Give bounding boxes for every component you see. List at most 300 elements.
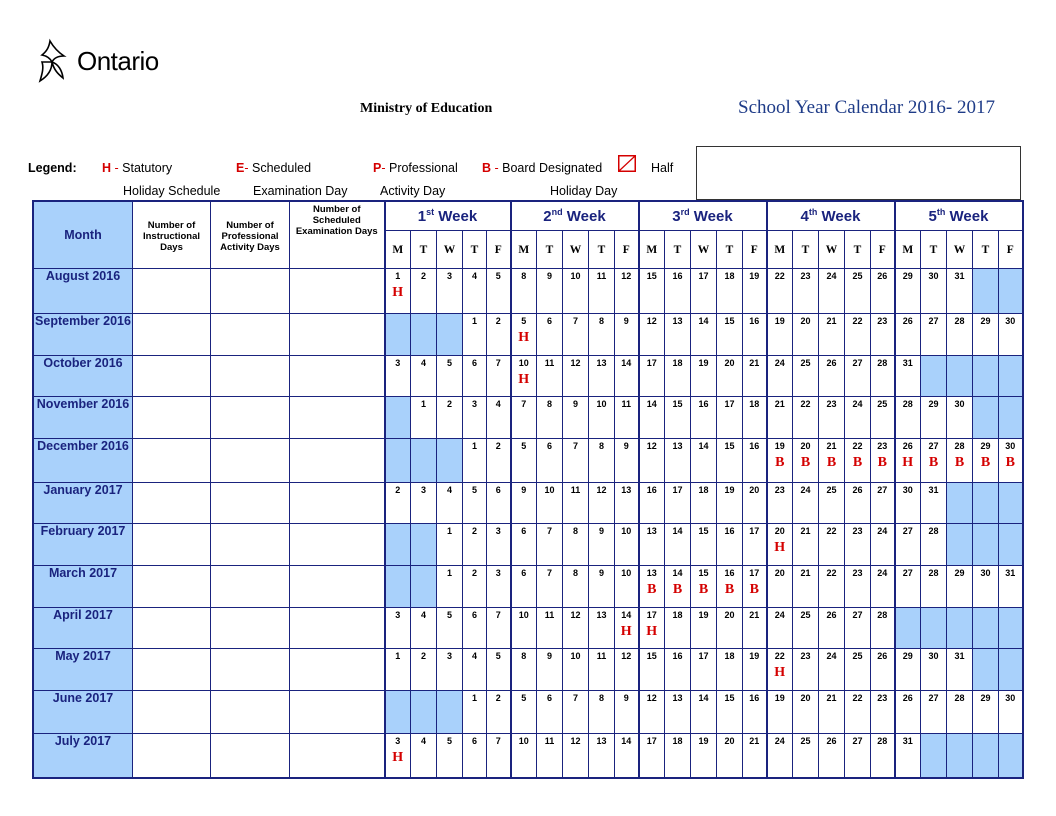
day-cell: [463, 356, 487, 397]
day-number: 17: [698, 271, 709, 281]
day-number: 25: [826, 485, 837, 495]
day-number: 21: [774, 399, 785, 409]
day-cell: [665, 483, 691, 524]
day-number: 7: [546, 526, 552, 536]
empty-day-cell: [385, 691, 411, 734]
day-number: 14: [646, 399, 657, 409]
day-cell: [537, 356, 563, 397]
day-number: 25: [800, 736, 811, 746]
weekday-header: T: [845, 231, 871, 269]
day-number: 31: [928, 485, 939, 495]
empty-day-cell: [999, 649, 1023, 691]
day-cell: [717, 566, 743, 608]
day-number: 9: [546, 651, 552, 661]
day-cell: [819, 524, 845, 566]
day-number: 20: [774, 568, 785, 578]
day-number: 21: [749, 358, 760, 368]
instructional-days-cell[interactable]: [133, 356, 211, 397]
empty-day-cell: [437, 691, 463, 734]
exam-days-cell[interactable]: [290, 566, 385, 608]
day-number: 7: [495, 358, 501, 368]
day-cell: [437, 524, 463, 566]
weekday-header: T: [921, 231, 947, 269]
day-cell: [871, 483, 895, 524]
day-number: 19: [774, 316, 785, 326]
weekday-header: F: [615, 231, 639, 269]
day-cell: [743, 691, 767, 734]
day-number: 31: [954, 651, 965, 661]
day-cell: [717, 397, 743, 439]
day-cell: [463, 483, 487, 524]
day-number: 11: [544, 610, 555, 620]
day-cell: [437, 566, 463, 608]
day-number: 24: [774, 358, 785, 368]
day-cell: [743, 608, 767, 649]
day-cell: [921, 649, 947, 691]
day-cell: [973, 314, 999, 356]
day-cell: [487, 691, 511, 734]
day-number: 17: [698, 651, 709, 661]
weekday-header: M: [511, 231, 537, 269]
day-cell: [665, 566, 691, 608]
day-cell: [487, 608, 511, 649]
day-cell: [871, 691, 895, 734]
day-number: 19: [774, 441, 785, 451]
instructional-days-cell[interactable]: [133, 483, 211, 524]
day-cell: [437, 269, 463, 314]
day-cell: [563, 649, 589, 691]
day-number: 21: [749, 736, 760, 746]
instructional-days-cell[interactable]: [133, 269, 211, 314]
day-number: 26: [902, 693, 913, 703]
empty-day-cell: [411, 524, 437, 566]
day-number: 23: [800, 271, 811, 281]
day-number: 7: [495, 610, 501, 620]
weekday-header: W: [947, 231, 973, 269]
professional-days-cell[interactable]: [211, 314, 290, 356]
professional-days-cell[interactable]: [211, 566, 290, 608]
exam-days-cell[interactable]: [290, 608, 385, 649]
exam-days-cell[interactable]: [290, 269, 385, 314]
day-cell: [463, 649, 487, 691]
month-row: [33, 483, 1023, 524]
day-cell: [691, 566, 717, 608]
day-cell: [537, 608, 563, 649]
empty-day-cell: [947, 734, 973, 779]
day-number: 13: [596, 736, 607, 746]
day-cell: [999, 566, 1023, 608]
day-number: 8: [521, 271, 527, 281]
day-cell: [537, 439, 563, 483]
weekday-header: T: [793, 231, 819, 269]
day-number: 29: [902, 271, 913, 281]
legend-sep: -: [491, 161, 503, 175]
day-cell: [743, 314, 767, 356]
day-number: 18: [724, 271, 735, 281]
empty-day-cell: [973, 649, 999, 691]
day-cell: [411, 483, 437, 524]
empty-day-cell: [999, 397, 1023, 439]
instructional-days-cell[interactable]: [133, 439, 211, 483]
day-number: 25: [852, 651, 863, 661]
exam-days-cell[interactable]: [290, 649, 385, 691]
day-cell: [871, 649, 895, 691]
day-cell: [385, 356, 411, 397]
day-cell: [463, 314, 487, 356]
day-number: 13: [596, 358, 607, 368]
professional-days-cell[interactable]: [211, 439, 290, 483]
day-cell: [385, 269, 411, 314]
professional-days-cell[interactable]: [211, 524, 290, 566]
day-cell: [947, 566, 973, 608]
day-number: 23: [852, 568, 863, 578]
month-row: [33, 608, 1023, 649]
day-number: 29: [954, 568, 965, 578]
day-cell: [563, 691, 589, 734]
day-number: 31: [954, 271, 965, 281]
instructional-days-cell[interactable]: [133, 691, 211, 734]
day-number: 8: [572, 568, 578, 578]
week-3-header: 3rd Week: [639, 201, 767, 231]
exam-days-cell[interactable]: [290, 734, 385, 779]
day-number: 3: [446, 651, 452, 661]
day-number: 11: [570, 485, 581, 495]
professional-days-header: Number of Professional Activity Days: [211, 201, 290, 269]
exam-days-cell[interactable]: [290, 314, 385, 356]
day-cell: [665, 734, 691, 779]
day-number: 11: [544, 358, 555, 368]
day-number: 30: [1005, 693, 1016, 703]
day-cell: [717, 734, 743, 779]
day-number: 5: [495, 271, 501, 281]
board-day-marker: B: [826, 455, 837, 470]
month-label: December 2016: [33, 439, 133, 483]
month-label: November 2016: [33, 397, 133, 439]
day-cell: [639, 691, 665, 734]
professional-days-cell[interactable]: [211, 691, 290, 734]
day-number: 7: [546, 568, 552, 578]
day-cell: [511, 397, 537, 439]
day-cell: [589, 356, 615, 397]
day-number: 28: [954, 441, 965, 451]
day-number: 21: [826, 316, 837, 326]
day-number: 4: [471, 651, 477, 661]
day-number: 8: [521, 651, 527, 661]
legend-label: Scheduled: [251, 161, 312, 175]
empty-day-cell: [947, 356, 973, 397]
day-cell: [743, 734, 767, 779]
day-cell: [947, 314, 973, 356]
day-number: 19: [698, 736, 709, 746]
day-cell: [639, 356, 665, 397]
day-cell: [743, 356, 767, 397]
empty-day-cell: [973, 483, 999, 524]
day-number: 4: [420, 736, 426, 746]
board-day-marker: B: [672, 582, 683, 597]
day-cell: [487, 397, 511, 439]
exam-days-cell[interactable]: [290, 397, 385, 439]
day-cell: [589, 649, 615, 691]
day-cell: [437, 356, 463, 397]
day-cell: [793, 524, 819, 566]
exam-days-cell[interactable]: [290, 483, 385, 524]
professional-days-cell[interactable]: [211, 269, 290, 314]
day-number: 21: [800, 526, 811, 536]
day-number: 6: [471, 610, 477, 620]
day-cell: [871, 314, 895, 356]
day-cell: [921, 524, 947, 566]
legend-label: Board Designated: [502, 161, 603, 175]
day-cell: [921, 397, 947, 439]
day-cell: [639, 649, 665, 691]
day-number: 4: [420, 610, 426, 620]
day-number: 12: [596, 485, 607, 495]
exam-days-cell[interactable]: [290, 524, 385, 566]
day-cell: [511, 439, 537, 483]
day-cell: [589, 483, 615, 524]
day-number: 4: [471, 271, 477, 281]
instructional-days-cell[interactable]: [133, 566, 211, 608]
day-number: 30: [1005, 316, 1016, 326]
day-number: 1: [395, 651, 401, 661]
day-cell: [973, 691, 999, 734]
day-cell: [589, 608, 615, 649]
week-4-header: 4th Week: [767, 201, 895, 231]
day-cell: [437, 483, 463, 524]
empty-day-cell: [411, 691, 437, 734]
day-cell: [767, 524, 793, 566]
day-cell: [511, 608, 537, 649]
day-number: 24: [877, 568, 888, 578]
day-number: 9: [623, 693, 629, 703]
day-number: 28: [902, 399, 913, 409]
day-cell: [385, 649, 411, 691]
legend-sep: -: [381, 161, 389, 175]
day-cell: [615, 397, 639, 439]
day-number: 16: [672, 651, 683, 661]
day-number: 12: [570, 610, 581, 620]
day-number: 19: [724, 485, 735, 495]
day-cell: [767, 483, 793, 524]
day-cell: [895, 483, 921, 524]
day-number: 17: [672, 485, 683, 495]
day-number: 27: [852, 610, 863, 620]
instructional-days-cell[interactable]: [133, 397, 211, 439]
day-cell: [819, 269, 845, 314]
weekday-header: M: [895, 231, 921, 269]
day-number: 23: [877, 441, 888, 451]
day-number: 10: [570, 271, 581, 281]
instructional-days-cell[interactable]: [133, 608, 211, 649]
day-number: 19: [698, 610, 709, 620]
day-number: 23: [800, 651, 811, 661]
day-cell: [793, 269, 819, 314]
day-number: 24: [800, 485, 811, 495]
day-number: 16: [749, 316, 760, 326]
day-cell: [717, 483, 743, 524]
day-cell: [639, 269, 665, 314]
day-number: 2: [420, 651, 426, 661]
day-number: 1: [446, 568, 452, 578]
day-number: 20: [800, 693, 811, 703]
day-cell: [845, 439, 871, 483]
day-number: 9: [572, 399, 578, 409]
day-number: 10: [596, 399, 607, 409]
board-day-marker: B: [724, 582, 735, 597]
day-cell: [487, 439, 511, 483]
day-number: 9: [598, 568, 604, 578]
day-cell: [921, 439, 947, 483]
legend-item-statutory-line2: Holiday Schedule: [123, 184, 221, 198]
day-number: 22: [852, 693, 863, 703]
day-number: 10: [544, 485, 555, 495]
empty-day-cell: [973, 356, 999, 397]
day-number: 31: [1005, 568, 1016, 578]
day-number: 8: [598, 441, 604, 451]
professional-days-cell[interactable]: [211, 356, 290, 397]
instructional-days-cell[interactable]: [133, 314, 211, 356]
day-number: 16: [698, 399, 709, 409]
holiday-marker: H: [902, 455, 914, 470]
day-cell: [589, 269, 615, 314]
empty-day-cell: [921, 608, 947, 649]
professional-days-cell[interactable]: [211, 483, 290, 524]
day-cell: [691, 691, 717, 734]
day-cell: [921, 566, 947, 608]
professional-days-cell[interactable]: [211, 608, 290, 649]
day-cell: [691, 439, 717, 483]
day-number: 8: [598, 693, 604, 703]
day-number: 2: [471, 526, 477, 536]
week-5-header: 5th Week: [895, 201, 1023, 231]
day-cell: [487, 356, 511, 397]
day-cell: [385, 608, 411, 649]
day-number: 19: [698, 358, 709, 368]
day-number: 26: [826, 736, 837, 746]
day-number: 22: [774, 271, 785, 281]
day-number: 9: [598, 526, 604, 536]
month-label: May 2017: [33, 649, 133, 691]
day-cell: [767, 649, 793, 691]
day-cell: [871, 566, 895, 608]
legend-item-professional-line2: Activity Day: [380, 184, 446, 198]
professional-days-cell[interactable]: [211, 397, 290, 439]
day-cell: [895, 397, 921, 439]
day-number: 13: [672, 316, 683, 326]
weekday-header: F: [871, 231, 895, 269]
instructional-days-cell[interactable]: [133, 649, 211, 691]
day-cell: [921, 691, 947, 734]
board-day-marker: B: [800, 455, 811, 470]
day-number: 2: [495, 441, 501, 451]
day-number: 9: [623, 316, 629, 326]
legend-box: [696, 146, 1021, 200]
day-cell: [743, 566, 767, 608]
weekday-header: T: [973, 231, 999, 269]
day-cell: [871, 269, 895, 314]
instructional-days-cell[interactable]: [133, 734, 211, 779]
day-number: 27: [852, 358, 863, 368]
day-number: 9: [521, 485, 527, 495]
holiday-marker: H: [392, 285, 404, 300]
day-number: 11: [596, 651, 607, 661]
day-cell: [615, 483, 639, 524]
day-number: 25: [877, 399, 888, 409]
day-number: 1: [471, 316, 477, 326]
day-cell: [563, 439, 589, 483]
professional-days-cell[interactable]: [211, 734, 290, 779]
day-number: 1: [420, 399, 426, 409]
day-number: 19: [749, 271, 760, 281]
holiday-marker: H: [774, 665, 786, 680]
day-number: 23: [826, 399, 837, 409]
day-cell: [411, 608, 437, 649]
day-cell: [691, 734, 717, 779]
day-cell: [615, 734, 639, 779]
day-number: 16: [646, 485, 657, 495]
day-number: 12: [646, 693, 657, 703]
day-cell: [589, 314, 615, 356]
day-number: 18: [672, 610, 683, 620]
day-cell: [615, 269, 639, 314]
exam-days-cell[interactable]: [290, 356, 385, 397]
professional-days-cell[interactable]: [211, 649, 290, 691]
day-cell: [537, 566, 563, 608]
day-number: 10: [621, 526, 632, 536]
day-cell: [563, 314, 589, 356]
day-number: 16: [749, 441, 760, 451]
day-number: 30: [980, 568, 991, 578]
day-cell: [589, 566, 615, 608]
day-number: 26: [852, 485, 863, 495]
day-cell: [845, 483, 871, 524]
day-cell: [463, 439, 487, 483]
day-cell: [819, 566, 845, 608]
day-cell: [767, 397, 793, 439]
day-cell: [665, 397, 691, 439]
instructional-days-cell[interactable]: [133, 524, 211, 566]
day-number: 29: [928, 399, 939, 409]
weekday-header: T: [537, 231, 563, 269]
day-cell: [999, 691, 1023, 734]
day-cell: [717, 524, 743, 566]
empty-day-cell: [385, 524, 411, 566]
empty-day-cell: [999, 356, 1023, 397]
day-cell: [385, 734, 411, 779]
day-cell: [895, 356, 921, 397]
day-cell: [563, 608, 589, 649]
day-number: 30: [928, 651, 939, 661]
day-cell: [537, 314, 563, 356]
day-cell: [999, 439, 1023, 483]
day-cell: [871, 608, 895, 649]
holiday-marker: H: [518, 330, 530, 345]
empty-day-cell: [947, 608, 973, 649]
empty-day-cell: [999, 269, 1023, 314]
day-cell: [563, 566, 589, 608]
day-cell: [511, 566, 537, 608]
legend-item-board-line2: Holiday Day: [550, 184, 618, 198]
day-cell: [691, 608, 717, 649]
day-cell: [639, 439, 665, 483]
day-cell: [463, 566, 487, 608]
day-number: 22: [852, 316, 863, 326]
day-number: 29: [902, 651, 913, 661]
day-cell: [845, 691, 871, 734]
exam-days-cell[interactable]: [290, 439, 385, 483]
exam-days-cell[interactable]: [290, 691, 385, 734]
day-cell: [793, 314, 819, 356]
